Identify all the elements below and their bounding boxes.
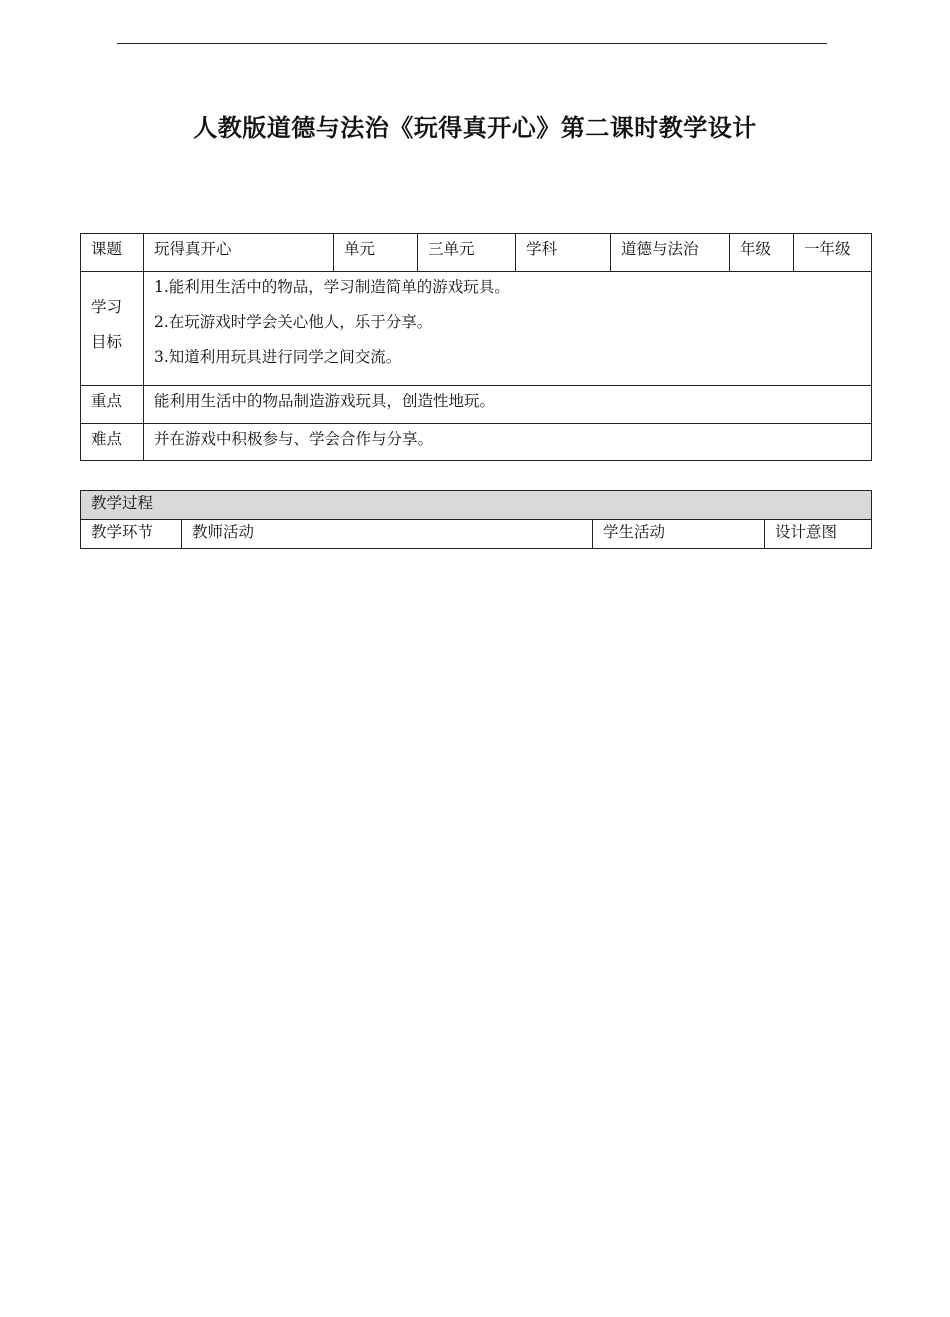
goal-item: 3.知道利用玩具进行同学之间交流。 bbox=[154, 348, 402, 366]
table-row bbox=[81, 424, 872, 461]
subject-label: 学科 bbox=[516, 234, 611, 272]
table-row bbox=[81, 386, 872, 424]
goal-item: 2.在玩游戏时学会关心他人，乐于分享。 bbox=[154, 313, 433, 331]
column-header: 学生活动 bbox=[593, 520, 765, 549]
header-rule bbox=[117, 43, 827, 44]
table-row bbox=[81, 234, 872, 272]
teaching-process-table bbox=[80, 490, 872, 549]
goals-label-line2: 目标 bbox=[91, 333, 123, 351]
unit-label: 单元 bbox=[334, 234, 418, 272]
key-point-label: 重点 bbox=[81, 386, 144, 424]
lesson-info-table bbox=[80, 233, 872, 461]
unit-value: 三单元 bbox=[418, 234, 516, 272]
table-row bbox=[81, 272, 872, 386]
process-header: 教学过程 bbox=[81, 491, 872, 520]
topic-value: 玩得真开心 bbox=[144, 234, 334, 272]
subject-value: 道德与法治 bbox=[611, 234, 730, 272]
column-header: 教学环节 bbox=[81, 520, 182, 549]
grade-value: 一年级 bbox=[794, 234, 872, 272]
table-row bbox=[81, 491, 872, 520]
goal-item: 1.能利用生活中的物品，学习制造简单的游戏玩具。 bbox=[154, 278, 510, 296]
grade-label: 年级 bbox=[730, 234, 794, 272]
document-title: 人教版道德与法治《玩得真开心》第二课时教学设计 bbox=[193, 114, 757, 142]
goals-label bbox=[81, 272, 144, 386]
goals-label-line1: 学习 bbox=[91, 298, 123, 316]
column-header: 设计意图 bbox=[765, 520, 872, 549]
topic-label: 课题 bbox=[81, 234, 144, 272]
key-point-value: 能利用生活中的物品制造游戏玩具，创造性地玩。 bbox=[144, 386, 872, 424]
difficulty-label: 难点 bbox=[81, 424, 144, 461]
difficulty-value: 并在游戏中积极参与、学会合作与分享。 bbox=[144, 424, 872, 461]
table-row bbox=[81, 520, 872, 549]
column-header: 教师活动 bbox=[182, 520, 593, 549]
goals-content bbox=[144, 272, 872, 386]
